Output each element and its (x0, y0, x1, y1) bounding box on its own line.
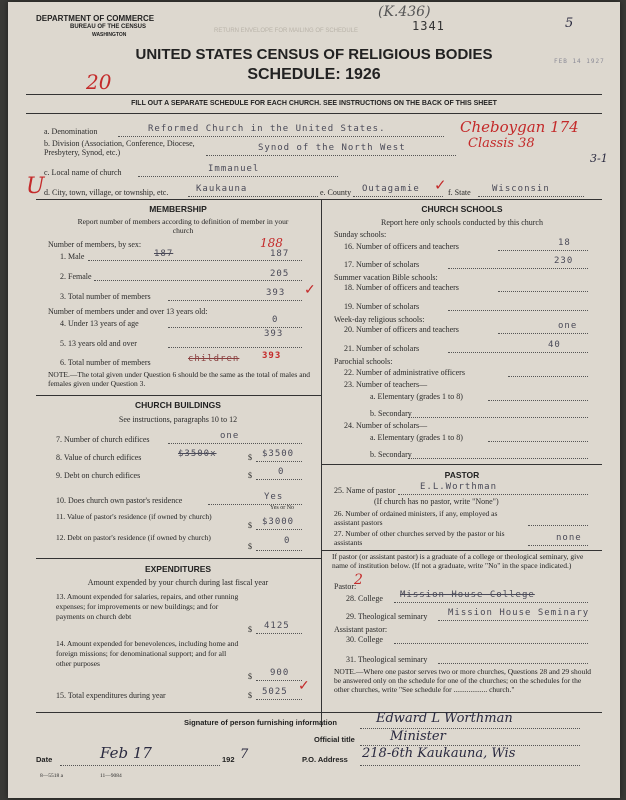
pastor-mark: 2 (354, 572, 363, 588)
red-number: 20 (86, 70, 112, 94)
q2-value: 205 (270, 269, 290, 279)
q28-label: 28. College (346, 594, 383, 603)
members-by-sex: Number of members, by sex: (48, 240, 142, 249)
expenditures-heading: EXPENDITURES (144, 564, 212, 574)
year-digit: 7 (240, 747, 249, 762)
division-value: Synod of the North West (258, 143, 406, 153)
red-u-mark: U (26, 174, 45, 199)
q31-label: 31. Theological seminary (346, 655, 428, 664)
q23b-label: b. Secondary (370, 409, 412, 418)
state-label: f. State (448, 188, 471, 197)
state-value: Wisconsin (492, 184, 550, 194)
membership-heading: MEMBERSHIP (149, 204, 207, 214)
sunday-label: Sunday schools: (334, 230, 387, 239)
assistant-label: Assistant pastor: (334, 625, 388, 634)
official-title-value: Minister (390, 729, 446, 744)
stamp-number: 1341 (412, 19, 445, 33)
q24a-label: a. Elementary (grades 1 to 8) (370, 433, 463, 442)
q1-struck-value: 187 (154, 249, 174, 259)
q12-label: 12. Debt on pastor's residence (if owned by church) (56, 533, 211, 542)
form-number: 8—5518 a (40, 773, 64, 779)
q11-dollar: $ (248, 521, 252, 530)
membership-note: NOTE.—The total given under Question 6 should be the same as the total of males and females given under Question 3. (48, 370, 311, 388)
red-annotation-1: Cheboygan 174 (460, 118, 579, 136)
q12-value: 0 (284, 536, 291, 546)
q23-label: 23. Number of teachers— (344, 380, 428, 389)
q3-checkmark: ✓ (304, 282, 316, 298)
q6-label: 6. Total number of members (60, 358, 151, 367)
q5-label: 5. 13 years old and over (60, 339, 137, 348)
summer-label: Summer vacation Bible schools: (334, 273, 438, 282)
q20-label: 20. Number of officers and teachers (344, 325, 459, 334)
q25-value: E.L.Worthman (420, 482, 498, 492)
red-checkmark: ✓ (434, 176, 447, 194)
year-prefix: 192 (222, 755, 235, 764)
department-name: DEPARTMENT OF COMMERCE (36, 14, 155, 23)
q24b-label: b. Secondary (370, 450, 412, 459)
corner-mark: 5 (565, 16, 574, 31)
red-annotation-2: Classis 38 (468, 136, 535, 151)
q12-dollar: $ (248, 542, 252, 551)
q1-value: 187 (270, 249, 290, 259)
parochial-label: Parochial schools: (334, 357, 393, 366)
schools-heading: CHURCH SCHOOLS (421, 204, 503, 214)
q27-value: none (556, 533, 582, 543)
q4-label: 4. Under 13 years of age (60, 319, 139, 328)
q4-value: 0 (272, 315, 279, 325)
denomination-value: Reformed Church in the United States. (148, 124, 386, 134)
q13-dollar: $ (248, 625, 252, 634)
q3-label: 3. Total number of members (60, 292, 151, 301)
q6-value: 393 (262, 351, 282, 361)
signature-label: Signature of person furnishing information (184, 718, 337, 727)
q7-label: 7. Number of church edifices (56, 435, 150, 444)
expenditures-intro: Amount expended by your church during last fiscal year (87, 578, 269, 587)
q13-value: 4125 (264, 621, 290, 631)
q15-value: 5025 (262, 687, 288, 697)
schedule-title: SCHEDULE: 1926 (247, 66, 381, 83)
address-label: P.O. Address (302, 755, 348, 764)
date-value: Feb 17 (100, 744, 152, 762)
q26-label: 26. Number of ordained ministers, if any, employed as assistant pastors (334, 509, 498, 527)
q17-value: 230 (554, 256, 574, 266)
q20-value: one (558, 321, 578, 331)
q30-label: 30. College (346, 635, 383, 644)
q14-label: 14. Amount expended for benevolences, including home and foreign missions; for denominational support; and for all other purposes (56, 639, 239, 668)
city-value: Kaukauna (196, 184, 248, 194)
q15-checkmark: ✓ (298, 678, 310, 694)
church-name-label: c. Local name of church (44, 168, 122, 177)
county-value: Outagamie (362, 184, 420, 194)
denomination-label: a. Denomination (44, 127, 98, 136)
pastor-label: Pastor: (334, 582, 357, 591)
q29-value: Mission House Seminary (448, 608, 590, 618)
q8-struck: $3500x (178, 449, 217, 459)
date-label: Date (36, 755, 53, 764)
address-value: 218-6th Kaukauna, Wis (362, 746, 516, 761)
q22-label: 22. Number of administrative officers (344, 368, 465, 377)
city-name: WASHINGTON (92, 32, 127, 38)
q8-dollar: $ (248, 453, 252, 462)
q16-label: 16. Number of officers and teachers (344, 242, 459, 251)
division-label: b. Division (Association, Conference, Diocese, Presbytery, Synod, etc.) (44, 139, 195, 157)
instructions-line: FILL OUT A SEPARATE SCHEDULE FOR EACH CHURCH. SEE INSTRUCTIONS ON THE BACK OF THIS SHEET (131, 100, 497, 107)
q9-label: 9. Debt on church edifices (56, 471, 141, 480)
q13-label: 13. Amount expended for salaries, repairs, and other running expenses; for improvements or new buildings; and for payments on church debt (56, 592, 239, 621)
q15-label: 15. Total expenditures during year (56, 691, 166, 700)
q28-value: Mission House College (400, 590, 535, 600)
q14-value: 900 (270, 668, 290, 678)
county-label: e. County (320, 188, 352, 197)
membership-intro: Report number of members according to definition of member in your church (77, 217, 289, 235)
q16-value: 18 (558, 238, 571, 248)
q24-label: 24. Number of scholars— (344, 421, 428, 430)
q7-value: one (220, 431, 240, 441)
q21-label: 21. Number of scholars (344, 344, 420, 353)
buildings-intro: See instructions, paragraphs 10 to 12 (118, 415, 238, 424)
signature-value: Edward L Worthman (376, 711, 513, 726)
q10-hint: Yes or No (270, 505, 295, 511)
schools-intro: Report here only schools conducted by this church (381, 218, 543, 227)
pastor-heading: PASTOR (444, 470, 480, 480)
received-stamp: FEB 14 1927 (554, 58, 605, 65)
under-over-label: Number of members under and over 13 years old: (48, 307, 208, 316)
q8-value: $3500 (262, 449, 295, 459)
q18-label: 18. Number of officers and teachers (344, 283, 459, 292)
q1-correction: 188 (260, 236, 283, 250)
q14-dollar: $ (248, 672, 252, 681)
q10-label: 10. Does church own pastor's residence (56, 496, 183, 505)
q17-label: 17. Number of scholars (344, 260, 420, 269)
q21-value: 40 (548, 340, 561, 350)
q5-value: 393 (264, 329, 284, 339)
buildings-heading: CHURCH BUILDINGS (135, 400, 221, 410)
q25-label: 25. Name of pastor (334, 486, 396, 495)
q10-value: Yes (264, 492, 284, 502)
q3-value: 393 (266, 288, 286, 298)
pastor-note: NOTE.—Where one pastor serves two or more churches, Questions 28 and 29 should be answered only on the schedule for one of the churches; on the schedules for the other churches, write "See schedule for .................. church." (334, 667, 592, 694)
bureau-name: BUREAU OF THE CENSUS (70, 24, 147, 30)
q29-label: 29. Theological seminary (346, 612, 428, 621)
q11-value: $3000 (262, 517, 295, 527)
q11-label: 11. Value of pastor's residence (if owned by church) (56, 512, 212, 521)
q25-note: (If church has no pastor, write "None") (374, 497, 499, 506)
q15-dollar: $ (248, 691, 252, 700)
church-name-value: Immanuel (208, 164, 260, 174)
form-title: UNITED STATES CENSUS OF RELIGIOUS BODIES (135, 46, 493, 63)
official-title-label: Official title (314, 735, 355, 744)
weekday-label: Week-day religious schools: (334, 315, 425, 324)
faded-header: RETURN ENVELOPE FOR MAILING OF SCHEDULE (214, 28, 359, 34)
q9-value: 0 (278, 467, 285, 477)
q9-dollar: $ (248, 471, 252, 480)
q2-label: 2. Female (60, 272, 92, 281)
graduate-note: If pastor (or assistant pastor) is a graduate of a college or theological seminary, give name of institution below. (If not a graduate, write "No" in the space indicated.) (332, 552, 584, 570)
stamp-top: (K.436) (378, 4, 431, 20)
census-schedule-sheet (8, 2, 620, 798)
q1-label: 1. Male (60, 252, 85, 261)
q8-label: 8. Value of church edifices (56, 453, 142, 462)
city-label: d. City, town, village, or township, etc. (44, 188, 169, 197)
q23a-label: a. Elementary (grades 1 to 8) (370, 392, 463, 401)
q19-label: 19. Number of scholars (344, 302, 420, 311)
form-number-2: 11—9084 (100, 773, 122, 779)
q27-label: 27. Number of other churches served by the pastor or his assistants (334, 529, 505, 547)
side-mark: 3-1 (590, 152, 608, 165)
q6-struck: children (188, 354, 240, 364)
